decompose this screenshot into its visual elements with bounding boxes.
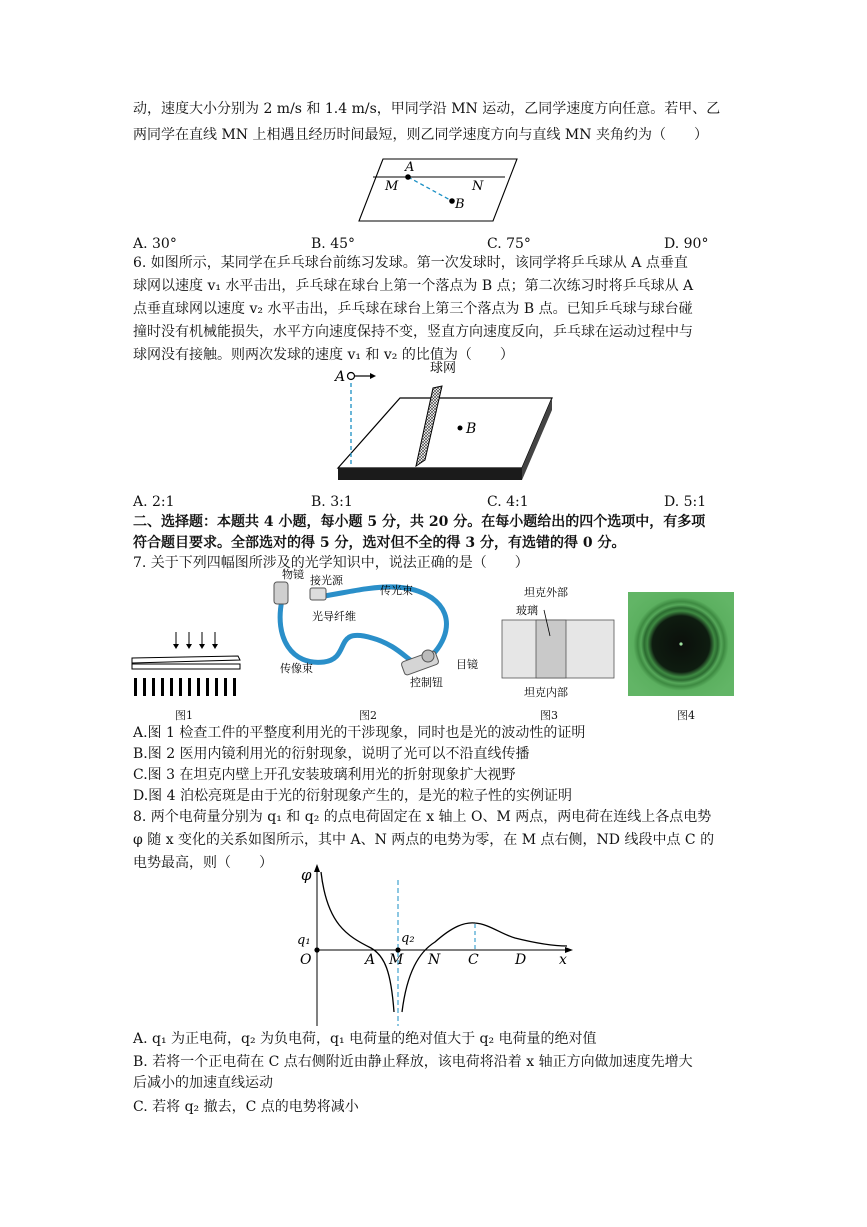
ball-a [348,373,355,380]
section2-line1: 二、选择题：本题共 4 小题，每小题 5 分，共 20 分。在每小题给出的四个选项中，有多项 [133,514,706,530]
label-knob: 控制钮 [410,676,443,688]
label-b: B [466,421,477,437]
section2-line2: 符合题目要求。全部选对的得 5 分，选对但不全的得 3 分，有选错的得 0 分。 [133,535,626,551]
q7-fig1 [130,630,245,698]
q8-option-c[interactable]: C. 若将 q₂ 撤去，C 点的电势将减小 [133,1099,359,1115]
label-inside: 坦克内部 [524,686,568,699]
label-c: C [468,952,479,968]
glass-pane [536,620,566,678]
label-image-beam: 传像束 [280,662,313,675]
q8-stem-line2: φ 随 x 变化的关系如图所示，其中 A、N 两点的电势为零，在 M 点右侧，ND 线段中点 C 的 [133,832,715,848]
phi-arrow [314,864,320,872]
q5-option-b[interactable]: B. 45° [311,236,356,252]
curve-left [321,872,394,1012]
point-a [405,174,411,180]
label-q2: q₂ [401,931,415,946]
q7-option-a[interactable]: A.图 1 检查工件的平整度利用光的干涉现象，同时也是光的波动性的证明 [133,725,586,741]
q5-stem-line1: 动，速度大小分别为 2 m/s 和 1.4 m/s，甲同学沿 MN 运动，乙同学速度方向任意。若甲、乙 [133,101,721,117]
q8-option-a[interactable]: A. q₁ 为正电荷，q₂ 为负电荷，q₁ 电荷量的绝对值大于 q₂ 电荷量的绝对值 [133,1031,597,1047]
label-n: N [428,952,441,968]
q6-stem-line5: 球网没有接触。则两次发球的速度 v₁ 和 v₂ 的比值为（ ） [133,347,514,363]
q6-option-d[interactable]: D. 5:1 [664,494,707,510]
table-side [338,468,522,480]
label-eyepiece: 目镜 [456,658,478,671]
arrows-down [176,632,215,644]
caption-fig4: 图4 [677,709,695,722]
label-phi: φ [301,866,312,884]
point-b [449,198,455,204]
q6-stem-line1: 6. 如图所示，某同学在乒乓球台前练习发球。第一次发球时，该同学将乒乓球从 A 点垂直 [133,255,688,271]
label-glass: 玻璃 [516,604,538,617]
q6-option-b[interactable]: B. 3:1 [311,494,353,510]
q8-graph [295,862,580,1030]
objective-lens [274,582,288,604]
label-outside: 坦克外部 [524,586,568,599]
work-piece [132,664,240,669]
label-b: B [455,197,465,212]
table-top [338,398,552,468]
source-plug [310,588,326,600]
control-knob-shape [422,650,434,662]
q6-option-c[interactable]: C. 4:1 [487,494,529,510]
q8-option-b-line1[interactable]: B. 若将一个正电荷在 C 点右侧附近由静止释放，该电荷将沿着 x 轴正方向做加速度先增大 [133,1054,693,1070]
label-a: A [365,952,376,968]
bright-spot [679,642,682,645]
q6-stem-line2: 球网以速度 v₁ 水平击出，乒乓球在球台上第一个落点为 B 点；第二次练习时将乒乓球从 A [133,278,694,294]
label-light-source: 接光源 [310,574,343,587]
wedge-plate-top [132,656,240,663]
q7-fig2 [262,568,487,688]
point-b [458,426,463,431]
q7-option-d[interactable]: D.图 4 泊松亮斑是由于光的衍射现象产生的，是光的粒子性的实例证明 [133,788,572,804]
q5-option-d[interactable]: D. 90° [664,236,709,252]
label-m: M [389,952,404,968]
label-a: A [405,160,415,175]
plane-parallelogram [359,159,517,221]
q6-figure [330,358,555,488]
q7-option-c[interactable]: C.图 3 在坦克内壁上开孔安装玻璃利用光的折射现象扩大视野 [133,767,516,783]
q8-option-b-line2: 后减小的加速直线运动 [133,1075,273,1091]
q7-fig3 [500,580,618,704]
q7-fig4 [628,592,734,696]
point-o [314,947,319,952]
q8-stem-line1: 8. 两个电荷量分别为 q₁ 和 q₂ 的点电荷固定在 x 轴上 O、M 两点，两电荷在连线上各点电势 [133,809,712,825]
label-o: O [300,952,312,968]
curve-right [402,923,567,1012]
label-light-beam: 传光束 [380,584,413,597]
q7-stem: 7. 关于下列四幅图所涉及的光学知识中，说法正确的是（ ） [133,555,529,571]
label-net: 球网 [430,361,457,376]
label-n: N [472,179,484,194]
caption-fig1: 图1 [175,709,193,722]
q6-option-a[interactable]: A. 2:1 [133,494,175,510]
q8-stem-line3: 电势最高，则（ ） [133,855,273,871]
label-q1: q₁ [297,933,311,948]
q6-stem-line4: 撞时没有机械能损失，水平方向速度保持不变，竖直方向速度反向，乒乓球在运动过程中与 [133,324,693,340]
q5-stem-line2: 两同学在直线 MN 上相遇且经历时间最短，则乙同学速度方向与直线 MN 夹角约为（ ） [133,127,708,143]
caption-fig3: 图3 [540,709,558,722]
label-a: A [335,369,346,385]
fringe-pattern [134,678,236,696]
q5-option-c[interactable]: C. 75° [487,236,531,252]
q7-option-b[interactable]: B.图 2 医用内镜利用光的衍射现象，说明了光可以不沿直线传播 [133,746,530,762]
q6-stem-line3: 点垂直球网以速度 v₂ 水平击出，乒乓球在球台上第三个落点为 B 点。已知乒乓球与球台碰 [133,301,693,317]
arrow-head [370,373,376,379]
label-d: D [515,952,527,968]
label-x: x [559,952,567,968]
label-objective: 物镜 [282,568,304,581]
label-m: M [385,179,399,194]
q5-figure [355,155,525,227]
q5-option-a[interactable]: A. 30° [133,236,177,252]
label-fiber: 光导纤维 [312,610,356,623]
dashed-ab [408,177,452,201]
caption-fig2: 图2 [359,709,377,722]
